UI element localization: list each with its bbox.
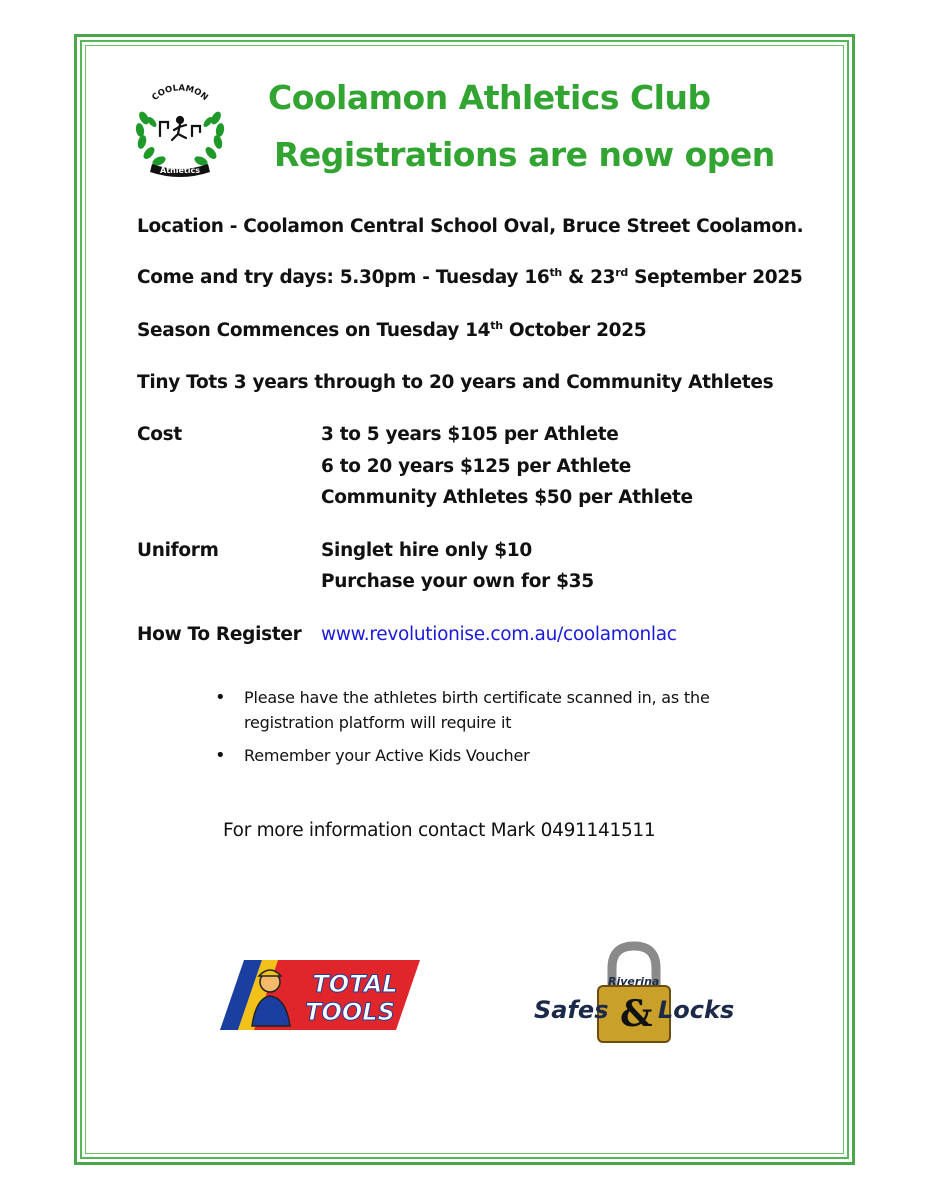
safes-locks-left: Safes [534, 996, 609, 1024]
logo-top-text: COOLAMON [150, 83, 210, 103]
cost-label: Cost [137, 424, 182, 445]
season-suffix: October 2025 [502, 320, 647, 341]
safes-locks-logo [530, 940, 760, 1045]
try-days-line [137, 267, 803, 288]
svg-text:COOLAMON [150, 83, 209, 103]
list-item: • Remember your Active Kids Voucher [215, 743, 744, 768]
cost-item: Community Athletes $50 per Athlete [321, 487, 693, 508]
uniform-item: Singlet hire only $10 [321, 540, 532, 561]
notes-list [215, 685, 744, 768]
list-item: • Please have the athletes birth certificate scanned in, as the registration platform will require it [215, 685, 744, 735]
register-link[interactable]: www.revolutionise.com.au/coolamonlac [321, 624, 677, 645]
club-logo [130, 78, 230, 178]
ampersand-icon: & [620, 993, 653, 1035]
season-sup: th [490, 318, 503, 332]
uniform-label: Uniform [137, 540, 219, 561]
safes-locks-right: Locks [658, 996, 735, 1024]
cost-item: 6 to 20 years $125 per Athlete [321, 456, 632, 477]
total-tools-line1: TOTAL [312, 970, 398, 998]
try-days-sup-2: rd [615, 265, 628, 279]
try-days-prefix: Come and try days: 5.30pm - Tuesday 16 [137, 267, 550, 288]
page-title: Coolamon Athletics Club [268, 78, 711, 117]
total-tools-line2: TOOLS [305, 998, 395, 1026]
cost-item: 3 to 5 years $105 per Athlete [321, 424, 619, 445]
ages-line: Tiny Tots 3 years through to 20 years and Community Athletes [137, 372, 774, 393]
try-days-suffix: September 2025 [627, 267, 803, 288]
page-subtitle: Registrations are now open [274, 135, 775, 174]
contact-line: For more information contact Mark 0491141511 [223, 820, 656, 841]
register-label: How To Register [137, 624, 302, 645]
try-days-middle: & 23 [561, 267, 616, 288]
total-tools-logo [220, 960, 420, 1032]
uniform-item: Purchase your own for $35 [321, 571, 594, 592]
safes-locks-small: Riverina [608, 975, 660, 988]
try-days-sup-1: th [549, 265, 562, 279]
season-line [137, 320, 646, 341]
location-line: Location - Coolamon Central School Oval, Bruce Street Coolamon. [137, 216, 804, 237]
logo-bottom-text: Athletics [160, 166, 200, 175]
season-prefix: Season Commences on Tuesday 14 [137, 320, 491, 341]
